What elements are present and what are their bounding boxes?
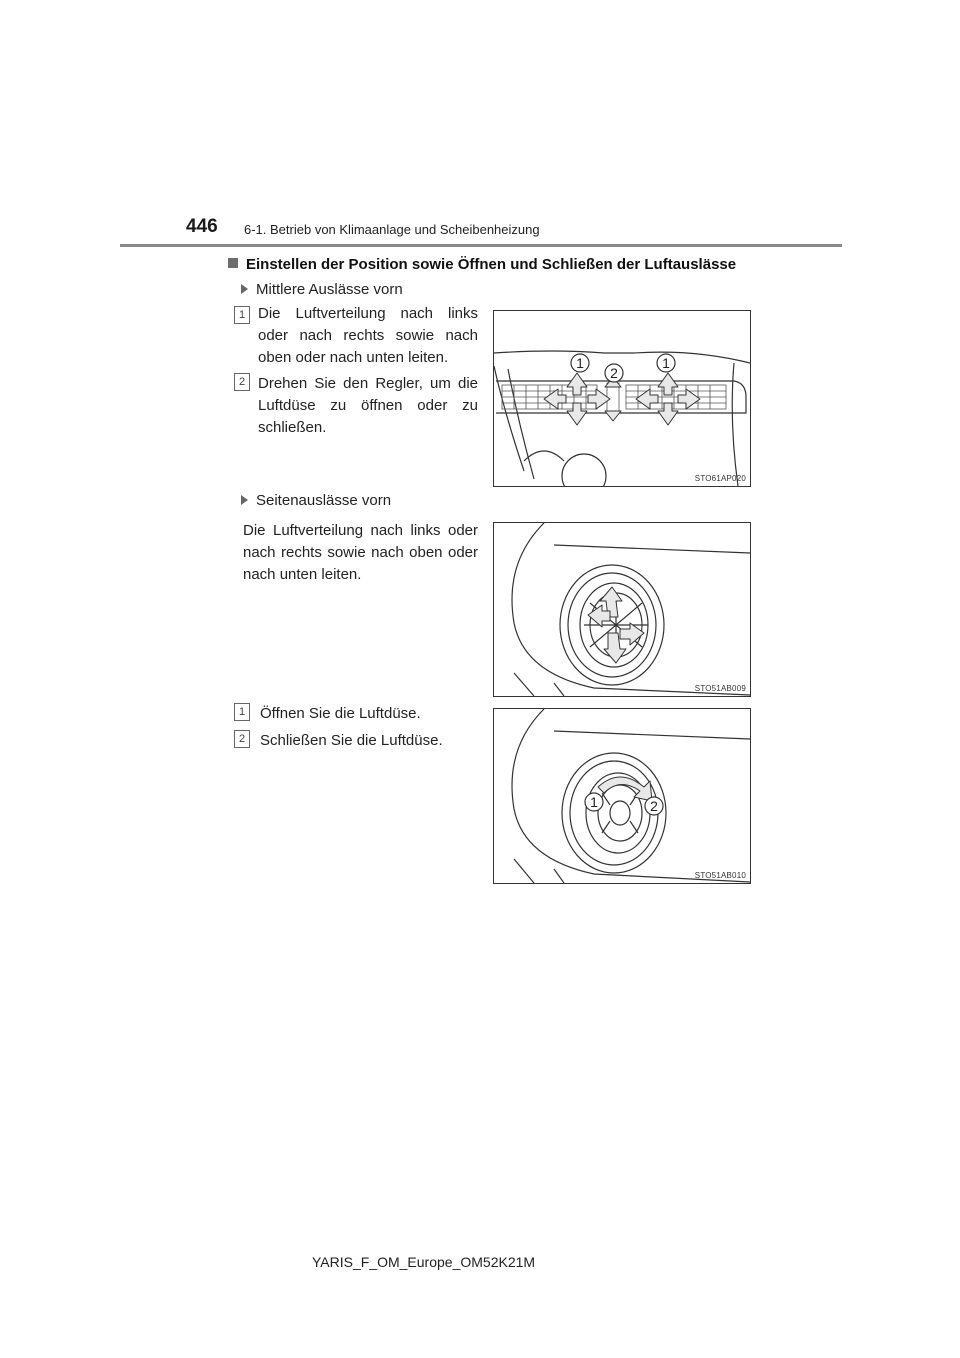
square-bullet-icon — [228, 258, 238, 268]
callout-label: 1 — [576, 355, 584, 371]
callout-label: 2 — [610, 365, 618, 381]
subheading-center-vents: Mittlere Auslässe vorn — [241, 281, 403, 298]
arrow-up-left-icon — [567, 373, 587, 395]
figure-code: STO61AP020 — [694, 474, 746, 483]
callout-label: 1 — [590, 794, 598, 810]
arrow-left-icon — [544, 389, 566, 409]
arrow-down-right-icon — [658, 403, 678, 425]
callout-label: 2 — [650, 798, 658, 814]
subheading-side-vents: Seitenauslässe vorn — [241, 492, 391, 509]
footer-doc-id: YARIS_F_OM_Europe_OM52K21M — [312, 1254, 536, 1270]
step-badge: 1 — [234, 306, 250, 324]
side-vent-open-close-illustration — [494, 709, 750, 883]
triangle-bullet-icon — [241, 284, 248, 294]
figure-center-vents — [493, 310, 751, 487]
step-badge: 2 — [234, 373, 250, 391]
section-title: 6-1. Betrieb von Klimaanlage und Scheibenheizung — [244, 222, 540, 237]
figure-side-vent-open-close — [493, 708, 751, 884]
center-vents-illustration — [494, 311, 750, 486]
figure-code: STO51AB009 — [694, 684, 746, 693]
figure-code: STO51AB010 — [694, 871, 746, 880]
step-badge: 1 — [234, 703, 250, 721]
step-text: Die Luftverteilung nach links oder nach rechts sowie nach oben oder nach unten leiten. — [258, 305, 478, 366]
heading-text: Einstellen der Position sowie Öffnen und Schließen der Luftauslässe — [246, 256, 737, 273]
page-number: 446 — [186, 216, 218, 237]
step-text: Öffnen Sie die Luftdüse. — [260, 705, 421, 722]
side-vent-direction-illustration — [494, 523, 750, 696]
step-text: Schließen Sie die Luftdüse. — [260, 732, 443, 749]
section-heading — [228, 256, 736, 273]
arrow-left-icon — [636, 389, 658, 409]
callout-label: 1 — [662, 355, 670, 371]
step-badge: 2 — [234, 730, 250, 748]
figure-callouts — [571, 354, 675, 382]
arrow-right-icon — [678, 389, 700, 409]
step-text: Drehen Sie den Regler, um die Luftdüse zu öffnen oder zu schließen. — [258, 375, 478, 436]
rotate-arrow-icon — [598, 777, 652, 801]
arrow-down-left-icon — [567, 403, 587, 425]
triangle-bullet-icon — [241, 495, 248, 505]
figure-side-vent-direction — [493, 522, 751, 697]
arrow-up-right-icon — [658, 373, 678, 395]
side-vents-text: Die Luftverteilung nach links oder nach rechts sowie nach oben oder nach unten leiten. — [243, 522, 478, 583]
header-rule — [120, 244, 842, 247]
